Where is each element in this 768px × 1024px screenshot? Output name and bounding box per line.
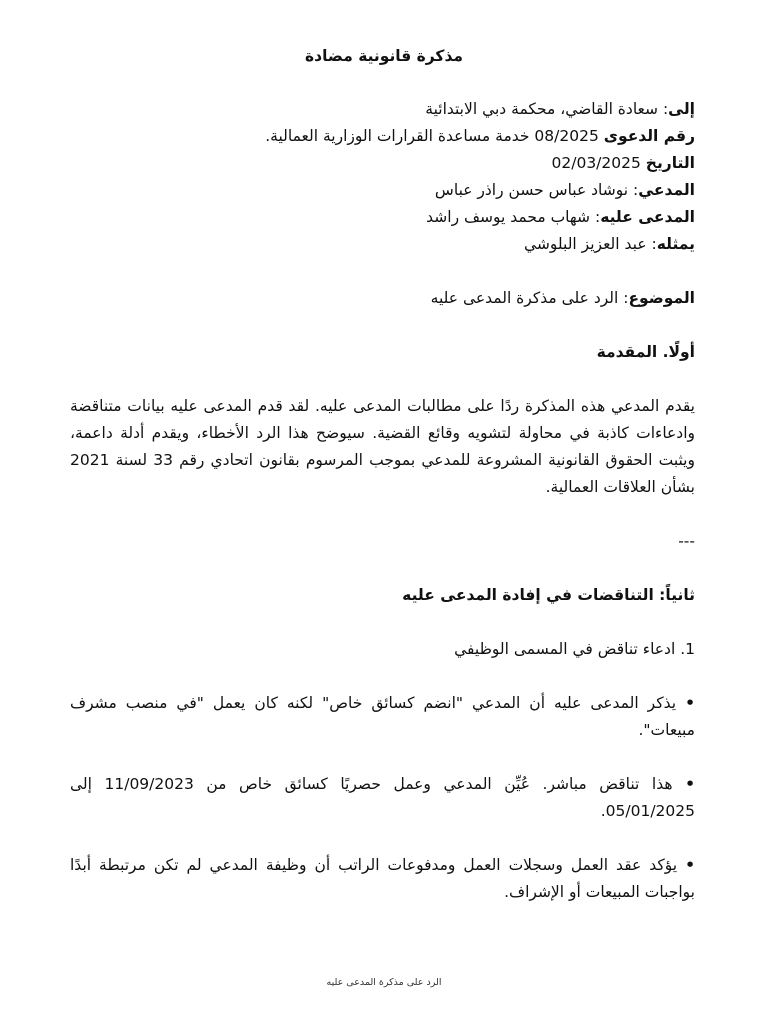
section-heading-contradictions: ثانياً: التناقضات في إفادة المدعى عليه (402, 586, 695, 604)
subject-label: الموضوع (628, 289, 695, 307)
plaintiff-value: : نوشاد عباس حسن راذر عباس (434, 181, 639, 199)
spacer (70, 744, 695, 771)
date-line (70, 150, 695, 177)
representative-line (70, 231, 695, 258)
bullet-point (70, 690, 695, 744)
addressee-line (70, 96, 695, 123)
addressee-value: : سعادة القاضي، محكمة دبي الابتدائية (425, 100, 669, 118)
page-footer: الرد على مذكرة المدعى عليه (326, 977, 442, 988)
document-title: مذكرة قانونية مضادة (305, 47, 463, 65)
addressee-label: إلى (668, 100, 695, 118)
spacer (70, 312, 695, 339)
bullet-text: يؤكد عقد العمل وسجلات العمل ومدفوعات الراتب أن وظيفة المدعي لم تكن مرتبطة أبدًا بواجبات المبيعات أو الإشراف. (70, 856, 695, 901)
date-label: التاريخ (645, 154, 695, 172)
representative-label: يمثله (656, 235, 695, 253)
subject-value: : الرد على مذكرة المدعى عليه (430, 289, 629, 307)
subject-line (70, 285, 695, 312)
item-heading-job-title: 1. ادعاء تناقض في المسمى الوظيفي (454, 640, 695, 658)
section-heading-introduction: أولًا. المقدمة (596, 343, 695, 361)
spacer (70, 825, 695, 852)
defendant-line (70, 204, 695, 231)
spacer (70, 609, 695, 636)
bullet-marker: • (685, 856, 695, 874)
spacer (70, 663, 695, 690)
case-number-value: 08/2025 خدمة مساعدة القرارات الوزارية العمالية. (265, 127, 604, 145)
bullet-text: يذكر المدعى عليه أن المدعي "انضم كسائق خاص" لكنه كان يعمل "في منصب مشرف مبيعات". (70, 694, 695, 739)
bullet-marker: • (685, 775, 695, 793)
date-value: 02/03/2025 (551, 154, 646, 172)
separator-line: --- (678, 532, 695, 550)
plaintiff-line (70, 177, 695, 204)
bullet-marker: • (685, 694, 695, 712)
defendant-label: المدعى عليه (600, 208, 695, 226)
case-number-label: رقم الدعوى (603, 127, 695, 145)
document-body (70, 96, 695, 906)
spacer (70, 258, 695, 285)
case-number-line (70, 123, 695, 150)
introduction-paragraph: يقدم المدعي هذه المذكرة ردًا على مطالبات المدعى عليه. لقد قدم المدعى عليه بيانات متناقضة وادعاءات كاذبة في محاولة لتشويه وقائع القضية. سيوضح هذا الرد الأخطاء، ويقدم أدلة داعمة، ويثبت الحقوق القانونية المشروعة للمدعي بموجب المرسوم بقانون اتحادي رقم 33 لسنة 2021 بشأن العلاقات العمالية. (70, 397, 695, 496)
bullet-text: هذا تناقض مباشر. عُيِّن المدعي وعمل حصريًا كسائق خاص من 11/09/2023 إلى 05/01/2025. (70, 775, 695, 820)
plaintiff-label: المدعي (638, 181, 695, 199)
defendant-value: : شهاب محمد يوسف راشد (426, 208, 601, 226)
bullet-point (70, 771, 695, 825)
spacer (70, 366, 695, 393)
representative-value: : عبد العزيز البلوشي (523, 235, 657, 253)
bullet-point (70, 852, 695, 906)
spacer (70, 555, 695, 582)
spacer (70, 501, 695, 528)
